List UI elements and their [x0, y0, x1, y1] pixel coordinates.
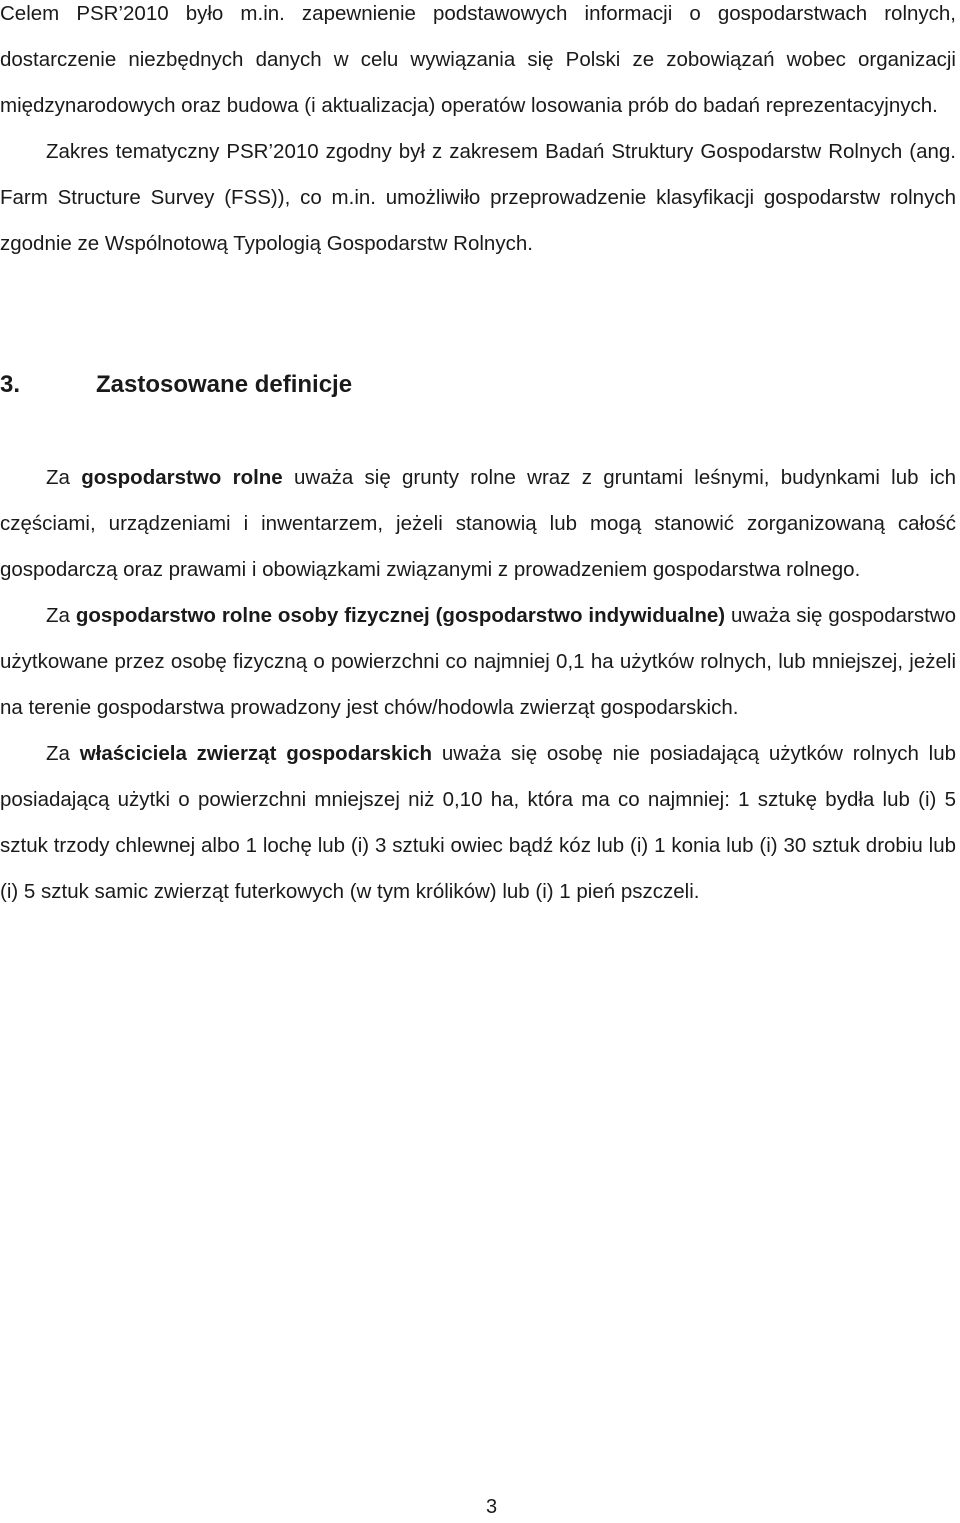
definitions-section [0, 455, 956, 915]
definition-livestock-owner [0, 731, 956, 915]
intro-section [0, 0, 956, 267]
section-number: 3. [0, 371, 21, 398]
page-number: 3 [486, 1496, 498, 1518]
definition-term: właściciela zwierząt gospodarskich [79, 742, 433, 765]
definition-individual-farm [0, 593, 956, 731]
definition-term: gospodarstwo rolne [81, 466, 283, 489]
intro-paragraph-goals: Celem PSR’2010 było m.in. zapewnienie podstawowych informacji o gospodarstwach rolnych, dostarczenie niezbędnych danych w celu wywiązania się Polski ze zobowiązań wobec organizacji międzynarodowych oraz budowa (i aktualizacja) operatów losowania prób do badań reprezentacyjnych. [0, 2, 956, 117]
intro-paragraph-scope: Zakres tematyczny PSR’2010 zgodny był z zakresem Badań Struktury Gospodarstw Rolnych (ang. Farm Structure Survey (FSS)), co m.in. umożliwiło przeprowadzenie klasyfikacji gospodarstw rolnych zgodnie ze Wspólnotową Typologią Gospodarstw Rolnych. [0, 140, 956, 255]
definition-farm [0, 455, 956, 593]
definition-term: gospodarstwo rolne osoby fizycznej (gospodarstwo indywidualne) [75, 604, 726, 627]
definition-lead: Za [46, 742, 80, 765]
section-title: Zastosowane definicje [96, 371, 353, 398]
definition-text: uważa się gospodarstwo użytkowane przez osobę fizyczną o powierzchni co najmniej 0,1 ha użytków rolnych, lub mniejszej, jeżeli na terenie gospodarstwa prowadzony jest chów/hodowla zwierząt gospodarskich. [0, 604, 956, 719]
definition-text: uważa się osobę nie posiadającą użytków rolnych lub posiadającą użytki o powierzchni mniejszej niż 0,10 ha, która ma co najmniej: 1 sztukę bydła lub (i) 5 sztuk trzody chlewnej albo 1 lochę lub (i) 3 sztuki owiec bądź kóz lub (i) 1 konia lub (i) 30 sztuk drobiu lub (i) 5 sztuk samic zwierząt futerkowych (w tym królików) lub (i) 1 pień pszczeli. [0, 742, 956, 903]
section-heading [0, 362, 352, 408]
definition-text: uważa się grunty rolne wraz z gruntami leśnymi, budynkami lub ich częściami, urządzeniami i inwentarzem, jeżeli stanowią lub mogą stanowić zorganizowaną całość gospodarczą oraz prawami i obowiązkami związanymi z prowadzeniem gospodarstwa rolnego. [0, 466, 957, 581]
definition-lead: Za [46, 604, 76, 627]
definition-lead: Za [46, 466, 82, 489]
